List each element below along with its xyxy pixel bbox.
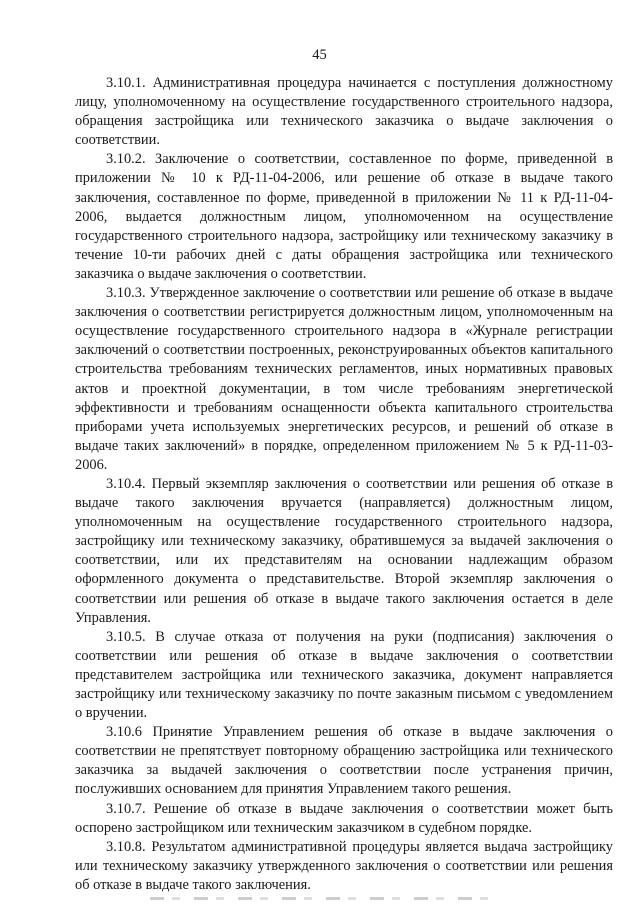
paragraph-3-10-6: 3.10.6 Принятие Управлением решения об отказе в выдаче заключения о соответствии не препятствует повторному обращению застройщика или технического заказчика за выдачей заключения о соответствии после устранения причин, послуживших основанием для принятия Управлением такого решения. — [75, 724, 613, 798]
scan-artifact — [150, 897, 490, 900]
paragraph-3-10-8: 3.10.8. Результатом административной процедуры является выдача застройщику или техническому заказчику утвержденного заключения о соответствии или решения об отказе в выдаче такого заключения. — [75, 838, 613, 893]
paragraph-3-10-3: 3.10.3. Утвержденное заключение о соответствии или решение об отказе в выдаче заключения о соответствии регистрируется должностным лицом, уполномоченным на осуществление государственного строительного надзора в «Журнале регистрации заключений о соответствии построенных, реконструированных объектов капитального строительства требованиям технических регламентов, иных нормативных правовых актов и проектной документации, в том числе требованиям энергетической эффективности и требованиям оснащенности объекта капитального строительства приборами учета используемых энергетических ресурсов, и решений об отказе в выдаче таких заключений» в порядке, определенном приложением № 5 к РД-11-03-2006. — [75, 285, 613, 473]
document-body — [75, 74, 613, 895]
paragraph-3-10-4: 3.10.4. Первый экземпляр заключения о соответствии или решения об отказе в выдаче такого заключения вручается (направляется) должностным лицом, уполномоченным на осуществление государственного строительного надзора, застройщику или техническому заказчику, обратившемуся за выдачей заключения о соответствии, или их представителям на основании надлежащим образом оформленного документа о представительстве. Второй экземпляр заключения о соответствии или решения об отказе в выдаче такого заключения остается в деле Управления. — [75, 475, 613, 626]
paragraph-3-10-7: 3.10.7. Решение об отказе в выдаче заключения о соответствии может быть оспорено застройщиком или техническим заказчиком в судебном порядке. — [75, 800, 613, 836]
page-number: 45 — [312, 47, 327, 63]
paragraph-3-10-2: 3.10.2. Заключение о соответствии, составленное по форме, приведенной в приложении № 10 к РД-11-04-2006, или решение об отказе в выдаче такого заключения, составленное по форме, приведенной в приложении № 11 к РД-11-04-2006, выдается должностным лицом, уполномоченном на осуществление государственного строительного надзора, застройщику или техническому заказчику в течение 10-ти рабочих дней с даты обращения застройщика или технического заказчика о выдаче заключения о соответствии. — [75, 151, 613, 282]
paragraph-3-10-1: 3.10.1. Административная процедура начинается с поступления должностному лицу, уполномоченному на осуществление государственного строительного надзора, обращения застройщика или технического заказчика о выдаче заключения о соответствии. — [75, 75, 613, 149]
paragraph-3-10-5: 3.10.5. В случае отказа от получения на руки (подписания) заключения о соответствии или решения об отказе в выдаче заключения о соответствии представителем застройщика или технического заказчика, документ направляется застройщику или техническому заказчику по почте заказным письмом с уведомлением о вручении. — [75, 628, 613, 722]
